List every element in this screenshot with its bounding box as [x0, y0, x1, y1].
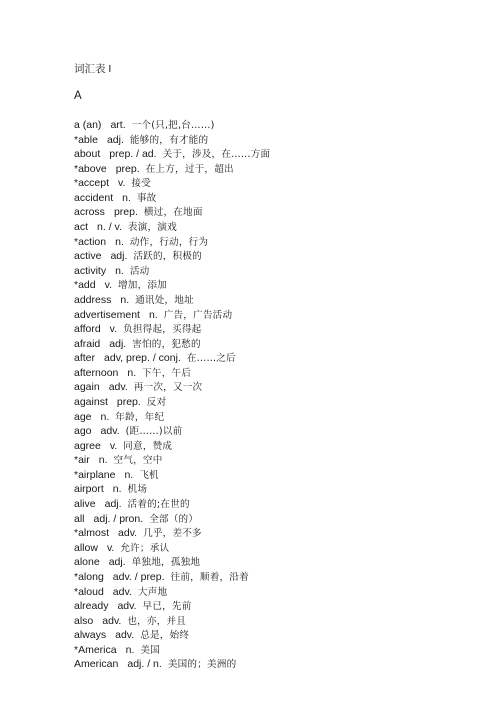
entry-definition: 飞机 [139, 469, 159, 481]
vocabulary-entry [74, 308, 474, 323]
vocabulary-entry [74, 249, 474, 264]
entry-word: across [74, 206, 105, 219]
entry-word: *add [74, 279, 96, 292]
entry-part-of-speech: n. [148, 308, 158, 321]
vocabulary-list [74, 118, 474, 672]
entry-word: alive [74, 498, 96, 511]
entry-part-of-speech: adv. [112, 585, 132, 598]
entry-definition: 机场 [127, 484, 148, 496]
entry-word: *airplane [74, 468, 116, 481]
vocabulary-entry [74, 468, 474, 483]
entry-word: activity [74, 264, 107, 277]
entry-word: afford [74, 323, 101, 336]
entry-word: American [74, 658, 119, 671]
vocabulary-entry [74, 395, 474, 410]
entry-definition: 允许；承认 [120, 542, 170, 554]
entry-part-of-speech: adj. [109, 337, 127, 350]
entry-definition: 早已，先前 [142, 601, 192, 613]
entry-part-of-speech: adv. [115, 629, 135, 642]
vocabulary-entry [74, 264, 474, 279]
vocabulary-entry [74, 380, 474, 395]
entry-definition: 表演，演戏 [127, 222, 177, 234]
entry-definition: 空气，空中 [113, 455, 163, 467]
entry-definition: 也，亦，并且 [127, 615, 187, 627]
entry-definition: 美国 [140, 644, 160, 656]
entry-part-of-speech: adv, prep. / conj. [104, 352, 181, 365]
entry-word: alone [74, 556, 100, 569]
entry-part-of-speech: n. [112, 483, 122, 496]
entry-word: *along [74, 570, 104, 583]
entry-part-of-speech: n. [122, 191, 131, 204]
entry-word: agree [74, 439, 101, 452]
vocabulary-entry [74, 453, 474, 468]
entry-definition: 在……之后 [186, 353, 236, 365]
vocabulary-entry [74, 147, 474, 162]
vocabulary-entry [74, 293, 474, 308]
entry-word: a (an) [74, 119, 102, 131]
entry-definition: 全部（的） [149, 513, 199, 525]
entry-word: *able [74, 133, 98, 146]
entry-part-of-speech: adv. / prep. [112, 570, 165, 583]
entry-word: *almost [74, 527, 110, 540]
entry-word: afternoon [74, 366, 119, 379]
entry-part-of-speech: adj. [106, 133, 124, 146]
entry-definition: 接受 [131, 178, 152, 190]
entry-definition: 再一次，又一次 [133, 382, 203, 394]
vocabulary-entry [74, 337, 474, 352]
entry-definition: 几乎，差不多 [143, 528, 202, 540]
entry-definition: 往前，顺着，沿着 [170, 571, 249, 583]
entry-word: all [74, 512, 85, 525]
entry-definition: 总是，始终 [140, 630, 190, 642]
entry-word: afraid [74, 337, 101, 350]
section-heading: A [74, 90, 82, 102]
entry-definition: 大声地 [137, 586, 168, 598]
entry-definition: 一个(只,把,台……) [131, 120, 215, 131]
entry-part-of-speech: adv. [118, 527, 138, 540]
entry-definition: 能够的，有才能的 [129, 134, 209, 146]
entry-part-of-speech: v. [104, 279, 112, 292]
entry-word: *accept [74, 177, 110, 190]
entry-word: already [74, 600, 109, 613]
entry-definition: 事故 [136, 192, 157, 204]
entry-word: always [74, 629, 107, 642]
vocabulary-entry [74, 643, 474, 658]
vocabulary-entry [74, 162, 474, 177]
entry-definition: 同意，赞成 [123, 440, 173, 452]
vocabulary-entry [74, 322, 474, 337]
entry-part-of-speech: adv. [102, 614, 122, 627]
entry-part-of-speech: adv. [100, 425, 120, 438]
entry-part-of-speech: adj. [108, 556, 126, 569]
entry-word: advertisement [74, 308, 140, 321]
entry-definition: 活着的;在世的 [127, 499, 190, 511]
entry-part-of-speech: n. [100, 410, 110, 423]
entry-part-of-speech: adj. / n. [127, 658, 162, 671]
entry-part-of-speech: n. [127, 366, 137, 379]
entry-part-of-speech: n. [98, 454, 108, 467]
entry-part-of-speech: adj. [110, 250, 128, 263]
entry-word: again [74, 381, 100, 394]
vocabulary-entry [74, 235, 474, 250]
entry-definition: 单独地，孤独地 [131, 557, 201, 569]
entry-part-of-speech: v. [109, 439, 118, 452]
vocabulary-entry [74, 628, 474, 643]
vocabulary-entry [74, 351, 474, 366]
entry-word: airport [74, 483, 104, 496]
entry-part-of-speech: prep. / ad. [109, 148, 157, 161]
entry-word: *America [74, 643, 117, 656]
entry-word: *aloud [74, 585, 104, 598]
entry-definition: 年龄，年纪 [115, 411, 165, 423]
entry-definition: 在上方，过于，超出 [145, 163, 234, 175]
entry-part-of-speech: art. [110, 119, 126, 131]
entry-definition: 反对 [146, 396, 167, 408]
entry-part-of-speech: n. [115, 235, 124, 248]
entry-part-of-speech: n. [115, 264, 124, 277]
entry-part-of-speech: v. [106, 541, 115, 554]
entry-definition: 广告，广告活动 [163, 309, 233, 321]
vocabulary-entry [74, 541, 474, 556]
entry-part-of-speech: prep. [116, 395, 141, 408]
entry-part-of-speech: n. [124, 468, 134, 481]
vocabulary-entry [74, 191, 474, 206]
entry-part-of-speech: adv. [108, 381, 128, 394]
vocabulary-entry [74, 526, 474, 541]
vocabulary-entry [74, 410, 474, 425]
entry-word: also [74, 614, 94, 627]
entry-definition: 活跃的，积极的 [133, 251, 202, 263]
entry-word: accident [74, 191, 114, 204]
vocabulary-entry [74, 614, 474, 629]
entry-definition: 增加，添加 [118, 280, 167, 292]
entry-part-of-speech: prep. [115, 162, 140, 175]
entry-part-of-speech: n. / v. [97, 221, 122, 234]
vocabulary-entry [74, 599, 474, 614]
entry-definition: 害怕的，犯愁的 [132, 338, 201, 350]
vocabulary-entry [74, 439, 474, 454]
entry-definition: 关于，涉及，在……方面 [162, 149, 271, 161]
entry-word: active [74, 250, 102, 263]
entry-definition: 下午，午后 [142, 367, 192, 379]
vocabulary-entry [74, 220, 474, 235]
entry-definition: 活动 [129, 265, 150, 277]
entry-definition: 美国的；美洲的 [167, 659, 237, 671]
entry-part-of-speech: adv. [117, 600, 137, 613]
entry-part-of-speech: v. [118, 177, 126, 190]
vocabulary-entry [74, 657, 474, 672]
vocabulary-entry [74, 482, 474, 497]
entry-word: act [74, 221, 89, 234]
vocabulary-entry [74, 176, 474, 191]
entry-word: about [74, 148, 101, 161]
entry-word: *action [74, 235, 107, 248]
entry-word: ago [74, 425, 92, 438]
entry-word: allow [74, 541, 98, 554]
entry-definition: 通讯处，地址 [135, 294, 194, 306]
entry-part-of-speech: v. [109, 323, 118, 336]
vocabulary-entry [74, 424, 474, 439]
entry-word: *above [74, 162, 107, 175]
vocabulary-entry [74, 555, 474, 570]
vocabulary-entry [74, 570, 474, 585]
entry-part-of-speech: n. [120, 293, 130, 306]
vocabulary-entry [74, 497, 474, 512]
entry-word: after [74, 352, 96, 365]
vocabulary-entry [74, 133, 474, 148]
entry-definition: 动作，行动，行为 [129, 236, 209, 248]
entry-word: *air [74, 454, 90, 467]
entry-definition: 横过，在地面 [143, 207, 203, 219]
entry-definition: (距……)以前 [125, 426, 183, 438]
vocabulary-entry [74, 585, 474, 600]
vocabulary-entry [74, 366, 474, 381]
entry-part-of-speech: adj. [104, 498, 122, 511]
entry-word: address [74, 293, 112, 306]
entry-part-of-speech: prep. [113, 206, 138, 219]
document-title: 词汇表 I [74, 63, 112, 75]
entry-word: age [74, 410, 92, 423]
entry-definition: 负担得起，买得起 [123, 324, 202, 336]
vocabulary-entry [74, 512, 474, 527]
entry-part-of-speech: n. [125, 643, 135, 656]
vocabulary-entry [74, 118, 474, 133]
entry-word: against [74, 395, 108, 408]
vocabulary-entry [74, 205, 474, 220]
entry-part-of-speech: adj. / pron. [93, 512, 144, 525]
vocabulary-entry [74, 278, 474, 293]
